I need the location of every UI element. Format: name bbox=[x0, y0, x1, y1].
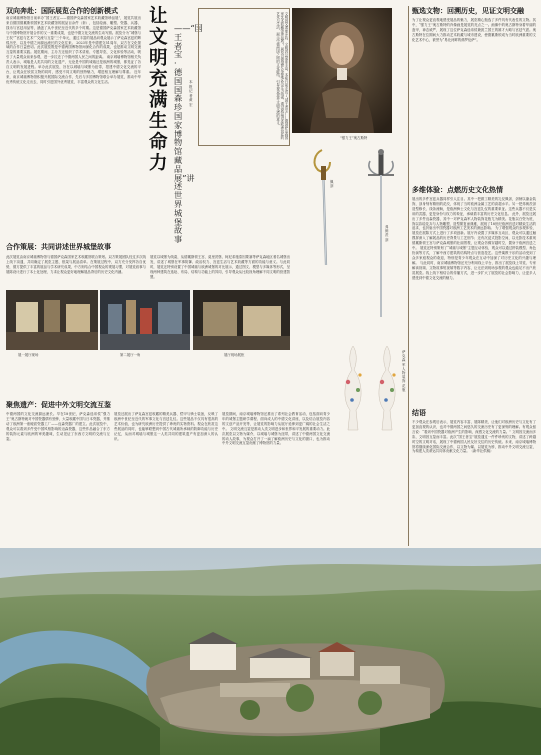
paragraph: 南京城墙博物馆相关负责人表示，城墙是人类共同的文化遗产，无论是中国的城墙还是欧洲的城堡，都见证了各自文明的发展进程。举办此次展览，旨在以城墙与城堡为纽带，搭建中德文化交流的平台，让观众在欣赏文物的同时，感受不同文明的独特魅力，增进相互理解与尊重。 bbox=[6, 55, 141, 74]
section-title-heritage: 双向奔赴：国际展览合作的创新模式 bbox=[6, 7, 118, 15]
joint-body-left: 此次展览由南京城墙博物馆与德国萨克森国家艺术收藏馆联合策划。双方策展团队经过多次线上线下沟通，共同确定了展览主题、框架与展品清单。在策展过程中，双方充分发挥各自优势，德方提供了丰富的展品与学术研究成果，中方则结合中国观众的观展习惯，对展览叙事与展陈设计进行了本土化处理，力求让观众更好地理解展品背后的历史文化内涵。 bbox=[6, 255, 146, 274]
caption-hall3: 展厅现场展柜 bbox=[224, 353, 245, 357]
section-title-joint: 合作策展：共同讲述世界城堡故事 bbox=[6, 243, 111, 251]
portrait-photo bbox=[292, 8, 392, 133]
headline-title: 让文明充满生命力 bbox=[149, 6, 168, 174]
paragraph: 南京城墙博物馆日前举办“国王者宝——德国萨克森国家艺术收藏馆珍品展”，展览共展出来自德国德累斯顿国家艺术收藏馆的展品百余件（套），包括绘画、雕塑、瓷器、兵器、钱币与宫廷用品等，涵盖了从中世纪至近代的多个时期。这是德国萨克森国家艺术收藏馆与中国博物馆开展合作的又一重要成果，也是中德文化交流的生动写照。展览分为“城堡与王权”“宫廷与艺术”“交流与互鉴”三个单元，通过丰富的展品向观众展示了萨克森宫廷的辉煌历史，以及中德之间源远流长的文化往来。 bbox=[6, 16, 141, 45]
paragraph: 为了让观众更直观地感受展品的魅力，展览精心甄选了多件具有代表性的文物。其中，“强力王”奥古斯特的肖像画是展览的亮点之一。画像中的奥古斯特身着华丽的盔甲，神态威严，展现了这位萨克森选帝侯兼波兰国王的雄才大略与宫廷气派。奥古斯特在位期间大力推动艺术收藏与城市建设，使德累斯顿成为当时欧洲重要的文化艺术中心，被誉为“易北河畔的佛罗伦萨”。 bbox=[412, 18, 536, 42]
intro-box bbox=[198, 8, 290, 146]
focus-body-col1: 中德两国的文化交流源远流长。早在18世纪，萨克森选帝侯“强力王”奥古斯特就对中国瓷器情有独钟，大量收藏中国与日本瓷器，并推动了欧洲第一座硬质瓷器工厂——迈森瓷器厂的建立。此次展览中，观众可以看到多件受中国风格影响的迈森瓷器，这些作品融合了东方的装饰元素与欧洲的审美趣味，生动见证了东西方文明的交流与互鉴。 bbox=[6, 412, 110, 441]
perspective-body bbox=[412, 197, 536, 403]
caption-portrait: “强力王”奥古斯特 bbox=[340, 136, 368, 140]
column-divider bbox=[408, 6, 409, 546]
joint-body-right: 展览以城堡为线索，从德累斯顿王宫、莫里茨堡、柯尼希施泰因要塞等萨克森地区著名城堡出发，讲述了城堡在军事防御、政治权力、宫廷生活与艺术收藏等方面的功能与意义。与此同时，展览还特别设置了中国城墙与欧洲城堡的对比展示，通过图文、模型与多媒体等形式，呈现两种建筑在选址、布局、结构与功能上的异同，引导观众从比较视角理解不同文明的营建智慧。 bbox=[150, 255, 290, 279]
paragraph: 文明交流互鉴是推动人类文明进步和世界和平发展的重要动力。此次展览以文物为媒介，以城墙与城堡为纽带，讲述了中德两国文化交流的动人故事，为观众打开了一扇了解欧洲历史与文化的窗口，也为推动中外文明交流互鉴贡献了博物馆的力量。 bbox=[222, 426, 330, 446]
caption-saber: 佩剑 bbox=[330, 180, 334, 189]
conclusion-body bbox=[412, 420, 536, 544]
focus-body-col3 bbox=[222, 412, 330, 544]
headline-subtitle: ——“国王者宝·德国国森珍国家博物馆藏品展”讲述世界城堡故事 bbox=[174, 23, 203, 245]
paragraph: 展出的多件宫廷兵器同样引人注目。其中一把做工精美的礼仪佩剑，剑柄以鎏金装饰，剑身刻有精细的花纹，体现了当时欧洲金属工艺的高超水平。另一把弗朗茨剑造型修长、线条流畅，是欧洲骑士文化与宫廷礼仪的重要象征。这些兵器不仅是实用的武器，更是身份与权力的象征，承载着丰富的历史文化信息。 bbox=[412, 197, 536, 216]
gallery-photo-1 bbox=[6, 290, 98, 350]
paragraph: 展览期间，南京城墙博物馆还推出了系列社会教育活动，包括面向青少年的城堡主题研学课程、面向成人的中德文化讲座，以及结合展览内容的文创产品开发等，让展览的影响力从展厅延伸到更广阔的社会生活之中。 bbox=[222, 412, 330, 431]
gallery-photo-3 bbox=[193, 290, 290, 350]
vases-photo bbox=[336, 330, 404, 442]
paragraph: 近年来，南京城墙博物馆积极开展国际交流合作，先后与多国博物馆联合举办展览，推动中华优秀传统文化走出去，同时引进国外优秀展览，丰富观众的文化生活。 bbox=[6, 69, 141, 84]
caption-vases: 萨克森军 人物装饰花瓶 bbox=[402, 350, 406, 392]
paragraph: 文明因交流而多彩，文明因互鉴而丰富。此次“国王者宝”展览通过一件件珍贵的文物，讲述了跨越时空的文明对话，展现了中德两国人民友好交往的历史传统。未来，南京城墙博物馆将继续深化国际交流合作，以文物为媒、以展览为桥，推动中外文明交流互鉴，为构建人类命运共同体贡献文化力量。（新华社供稿） bbox=[412, 429, 536, 454]
intro-text: 文明因交流而多彩，文明因互鉴而丰富。本报日前走访了“国王者宝——德国萨克森国家艺术收藏馆珍品展”，展览以德国萨克森地区历史为线索，通过展品讲述欧洲宫廷的艺术与生活，展示中德两国之间的文化联结，引导观众思考文明交流的意义。 bbox=[275, 12, 288, 140]
section-title-focus: 聚焦遗产：促进中外文明交流互鉴 bbox=[6, 401, 111, 409]
paragraph: 展览还特别策划了“城墙与城堡”主题互动体验，观众可以通过拼装模型、角色扮演等方式，了解中西方建筑的结构特点与营造技艺。这些寓教于乐的活动受到了众多家庭观众的欢迎，特别是青少年观众在互动中加深了对历史文化的兴趣与理解。 bbox=[412, 246, 536, 265]
paragraph: 不少观众在参观后表示，展览内容丰富、展陈精美，让他们对欧洲历史与文化有了更加直观的认识，也对中德两国之间悠久的交流历史有了更深刻的理解。有观众留言说：“看到中国瓷器对欧洲产生的影响，深感文化交流的力量。” bbox=[412, 420, 536, 434]
caption-hall1: 展一展厅现场 bbox=[18, 353, 39, 357]
fortress-panorama-photo bbox=[0, 548, 541, 755]
caption-hall2: 第二展厅一角 bbox=[120, 353, 141, 357]
paragraph: 为了增强观众的参观体验，展览在展陈方式上进行了多项创新。展厅内设置了多媒体互动区，观众可以通过触摸屏深入了解展品的历史背景与工艺细节；还有沉浸式投影空间，以光影技术重现德累斯顿王宫与萨克森城堡的壮丽景观，让观众仿佛穿越时空，置身于欧洲宫廷之中。 bbox=[412, 226, 536, 251]
article-body-col1 bbox=[6, 16, 141, 241]
paragraph: 与此同时，南京城墙博物馆还充分利用线上平台，推出了展览线上导览、专家解读视频、文物故事短视频等数字内容，让无法到现场参观的观众也能足不出户欣赏展览。线上线下相结合的传播方式，进一步扩大了展览的社会影响力，让更多人感受到中德文化交流的魅力。 bbox=[412, 260, 536, 280]
paragraph: 此外，展览还展出了多件迈森瓷器，其中一对萨克森军人物装饰花瓶尤为精美。花瓶以白瓷为底，饰以彩绘花卉与人物雕塑，造型繁复而典雅，展现了18世纪欧洲宫廷对精致生活的追求，也折射出中国瓷器对欧洲工艺美术的深远影响。 bbox=[412, 211, 536, 231]
section-title-perspective: 多维体验：点燃历史文化热情 bbox=[412, 186, 503, 194]
paragraph: 2023年是中德建交51周年，双方在文化领域的合作日益密切。此次展览既是中德两国博物馆间深化合作的成果，也是推动文明交流互鉴的重要实践。展览期间，主办方还组织了学术讲座、专题导览、文化体验等活动，吸引了大量观众前来参观，进一步拉近了中德两国人民之间的距离。 bbox=[6, 40, 141, 60]
exhibits-body bbox=[412, 18, 536, 180]
caption-sword: 弗朗茨剑 bbox=[385, 225, 389, 242]
saber-photo bbox=[296, 140, 356, 270]
section-title-conclusion: 结语 bbox=[412, 409, 426, 417]
sword-photo bbox=[356, 145, 406, 320]
gallery-photo-2 bbox=[100, 290, 190, 350]
section-title-exhibits: 甄选文物：回溯历史，见证文明交融 bbox=[412, 7, 524, 15]
headline-byline: 本报记者 黄宏 bbox=[189, 80, 193, 107]
focus-body-col2: 展览还展出了萨克森宫廷收藏的精美兵器、铠甲与骑士装备，反映了欧洲中世纪至近代的军事文化与宫廷礼仪。这些展品不仅具有很高的艺术价值，也为研究欧洲历史提供了珍贵的实物资料。观众在欣赏这些展品的同时，也能够联想到中国古代城墙所承载的防御功能与历史记忆，从而对城墙与城堡这一人类共同的建筑遗产有更加深入的认识。 bbox=[114, 412, 218, 441]
